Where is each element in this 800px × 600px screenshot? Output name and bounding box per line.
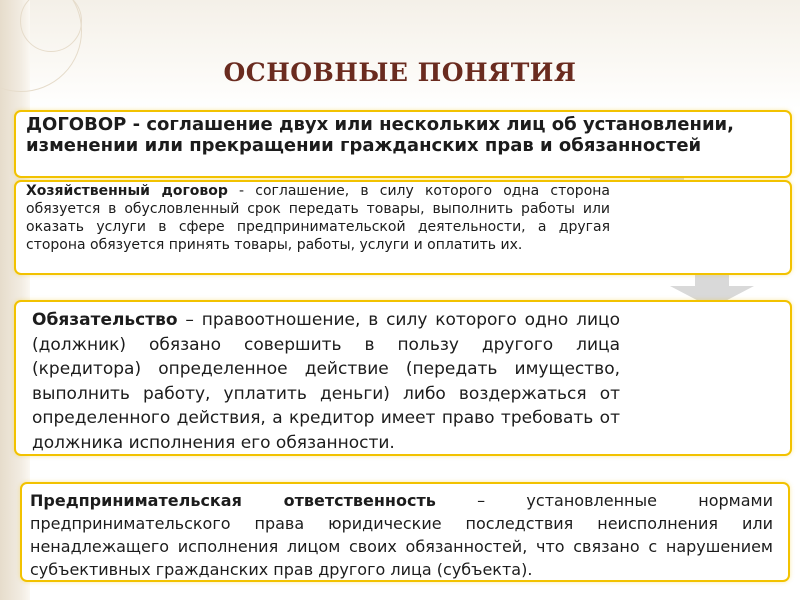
slide-title: ОСНОВНЫЕ ПОНЯТИЯ xyxy=(223,58,577,87)
khoz-dogovor-text: - соглашение, в силу которого одна сторона обязуется в обусловленный срок передать товары, выполнить работы или оказать услуги в сфере предпринимательской деятельности, а другая сторона обязуется принять товары, работы, услуги и оплатить их. xyxy=(26,183,610,253)
obyazatelstvo-definition-box xyxy=(14,300,792,456)
khoz-dogovor-definition xyxy=(26,182,610,254)
dogovor-definition xyxy=(26,114,780,156)
obyazatelstvo-text: – правоотношение, в силу которого одно лицо (должник) обязано совершить в пользу другого лица (кредитора) определенное действие (передать имущество, выполнить работу, уплатить деньги) либо воздержаться от определенного действия, а кредитор имеет право требовать от должника исполнения его обязанности. xyxy=(32,310,620,453)
background-decoration xyxy=(0,0,800,110)
obyazatelstvo-term: Обязательство xyxy=(32,310,178,330)
khoz-dogovor-definition-box xyxy=(14,180,792,275)
dogovor-definition-box xyxy=(14,110,792,178)
dogovor-term: ДОГОВОР xyxy=(26,114,127,135)
responsibility-term: Предпринимательская ответственность xyxy=(30,491,436,510)
khoz-dogovor-term: Хозяйственный договор xyxy=(26,183,228,199)
dogovor-text: - соглашение двух или нескольких лиц об установлении, изменении или прекращении гражданских прав и обязанностей xyxy=(26,114,735,156)
responsibility-text: – установленные нормами предпринимательского права юридические последствия неисполнения или ненадлежащего исполнения лицом своих обязанностей, что связано с нарушением субъективных гражданских прав другого лица (субъекта). xyxy=(30,491,774,579)
responsibility-definition-box xyxy=(20,482,790,582)
obyazatelstvo-definition xyxy=(32,308,620,455)
responsibility-definition xyxy=(30,489,773,581)
